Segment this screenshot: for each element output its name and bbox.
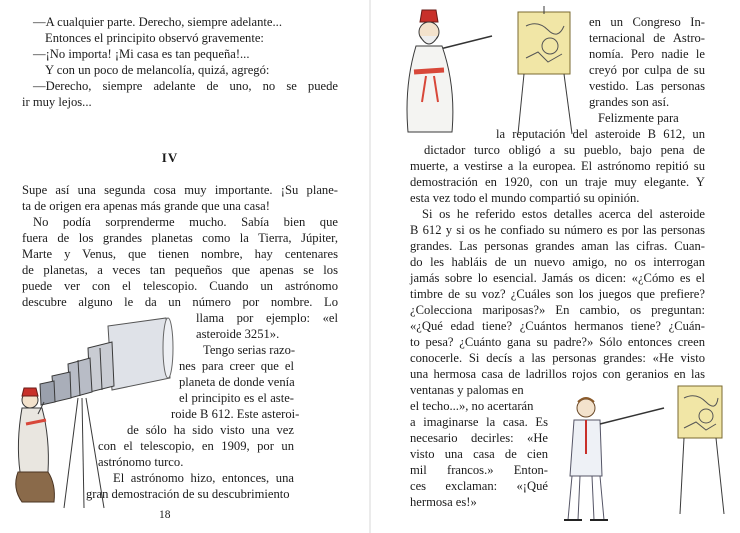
body-line: el techo...», no acertarán	[410, 399, 534, 413]
body-line: B 612 y si os he confiado su número es por las personas	[410, 223, 705, 237]
body-line: El astrónomo hizo, entonces, una	[113, 471, 294, 485]
body-line: grandes. Las personas grandes aman las cifras. Cuan-	[410, 239, 705, 253]
body-line: jamás sobre lo esencial. Jamás os dicen: «¿Cómo es el	[410, 271, 705, 285]
body-line: ces exclaman: «¡Qué	[410, 479, 548, 493]
telescope-astronomer-drawing	[8, 312, 178, 512]
body-line: ventanas y palomas en	[410, 383, 524, 397]
dialogue-line: —A cualquier parte. Derecho, siempre adelante...	[33, 15, 282, 29]
body-line: «¿Qué edad tiene? ¿Cuántos hermanos tiene? ¿Cuán-	[410, 319, 705, 333]
body-line: ta de origen era apenas más grande que una casa!	[22, 199, 270, 213]
body-line: Felizmente para	[598, 111, 679, 125]
body-line: en un Congreso In-	[589, 15, 705, 29]
body-line: roide B 612. Este asteroi-	[171, 407, 300, 421]
body-line: a imaginarse la casa. Es	[410, 415, 548, 429]
dialogue-line: —¡No importa! ¡Mi casa es tan pequeña!...	[33, 47, 250, 61]
body-line: el principito es el aste-	[179, 391, 294, 405]
body-line: do les habláis de un nuevo amigo, no os interrogan	[410, 255, 705, 269]
body-line: nes para creer que el	[179, 359, 294, 373]
body-line: muerte, a vestirse a la europea. El astrónomo repitió su	[410, 159, 705, 173]
body-line: descubre alguno le da un número por nombre. Lo	[22, 295, 338, 309]
dialogue-line: —Derecho, siempre adelante de uno, no se puede	[33, 79, 338, 93]
body-line: Si os he referido estos detalles acerca del asteroide	[422, 207, 705, 221]
body-line: timbre de su voz? ¿Cuáles son los juegos que prefiere?	[410, 287, 705, 301]
body-line: Marte y Venus, que tienen nombre, hay centenares	[22, 247, 338, 261]
body-line: grandes son así.	[589, 95, 670, 109]
body-line: planeta de donde venía	[179, 375, 295, 389]
body-line: asteroide 3251».	[196, 327, 280, 341]
body-line: nomía. Pero nadie le	[589, 47, 705, 61]
body-line: dictador turco obligó a su pueblo, bajo pena de	[424, 143, 705, 157]
body-line: astrónomo turco.	[98, 455, 184, 469]
right-page	[370, 0, 740, 533]
body-line: esta vez todo el mundo compartió su opinión.	[410, 191, 640, 205]
body-line: gran demostración de su descubrimiento	[86, 487, 290, 501]
body-line: de planetas, a veces tan pequeños que apenas se los	[22, 263, 338, 277]
body-line: Tengo serias razo-	[203, 343, 296, 357]
dialogue-line: Entonces el principito observó gravemente:	[45, 31, 264, 45]
body-line: la reputación del asteroide B 612, un	[496, 127, 705, 141]
body-line: necesario decirles: «He	[410, 431, 548, 445]
page-number: 18	[159, 509, 171, 521]
body-line: Supe así una segunda cosa muy importante. ¡Su plane-	[22, 183, 338, 197]
body-line: ¿Colecciona mariposas?» En cambio, os preguntan:	[410, 303, 705, 317]
body-line: una hermosa casa de ladrillos rojos con geranios en las	[410, 367, 705, 381]
body-line: conocerle. Si decís a las personas grandes: «He visto	[410, 351, 705, 365]
dialogue-line: ir muy lejos...	[22, 95, 92, 109]
body-line: vestido. Las personas	[589, 79, 705, 93]
dialogue-line: Y con un poco de melancolía, quizá, agregó:	[45, 63, 270, 77]
body-line: llama por ejemplo: «el	[196, 311, 338, 325]
body-line: visto una casa de cien	[410, 447, 548, 461]
body-line: fuera de los grandes planetas como la Tierra, Júpiter,	[22, 231, 338, 245]
body-line: hermosa es!»	[410, 495, 477, 509]
body-line: puede ver con el telescopio. Cuando un astrónomo	[22, 279, 338, 293]
suited-astronomer-drawing	[556, 384, 736, 528]
body-line: creyó por culpa de su	[589, 63, 705, 77]
chapter-heading: IV	[161, 150, 179, 165]
body-line: to pesa? ¿Cuánto gana su padre?» Sólo entonces creen	[410, 335, 705, 349]
body-line: ternacional de Astro-	[589, 31, 705, 45]
body-line: con el telescopio, en 1909, por un	[98, 439, 294, 453]
turkish-astronomer-drawing	[398, 6, 590, 140]
body-line: demostración en 1920, con un traje muy elegante. Y	[410, 175, 705, 189]
body-line: de sólo ha sido visto una vez	[127, 423, 294, 437]
body-line: mil francos.» Enton-	[410, 463, 548, 477]
body-line: No podía sorprenderme mucho. Sabía bien que	[33, 215, 338, 229]
